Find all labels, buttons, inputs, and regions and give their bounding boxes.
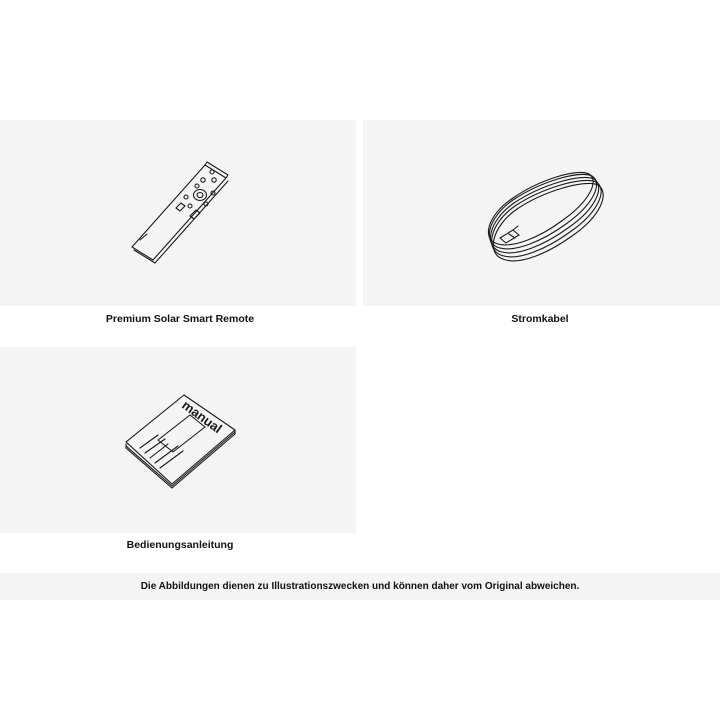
manual-booklet-icon: [0, 347, 356, 533]
manual-tile: [0, 347, 356, 533]
cable-label: Stromkabel: [511, 313, 569, 325]
cable-tile: [363, 120, 720, 306]
remote-tile: [0, 120, 356, 306]
disclaimer-bar: [0, 573, 720, 600]
remote-label: Premium Solar Smart Remote: [105, 313, 255, 325]
manual-label: Bedienungsanleitung: [126, 539, 234, 551]
remote-control-icon: [0, 120, 356, 306]
disclaimer-text: Die Abbildungen dienen zu Illustrationszwecken und können daher vom Original abweichen.: [140, 581, 580, 592]
manual-cover-text: manual: [179, 397, 225, 437]
power-cable-icon: [363, 120, 720, 306]
